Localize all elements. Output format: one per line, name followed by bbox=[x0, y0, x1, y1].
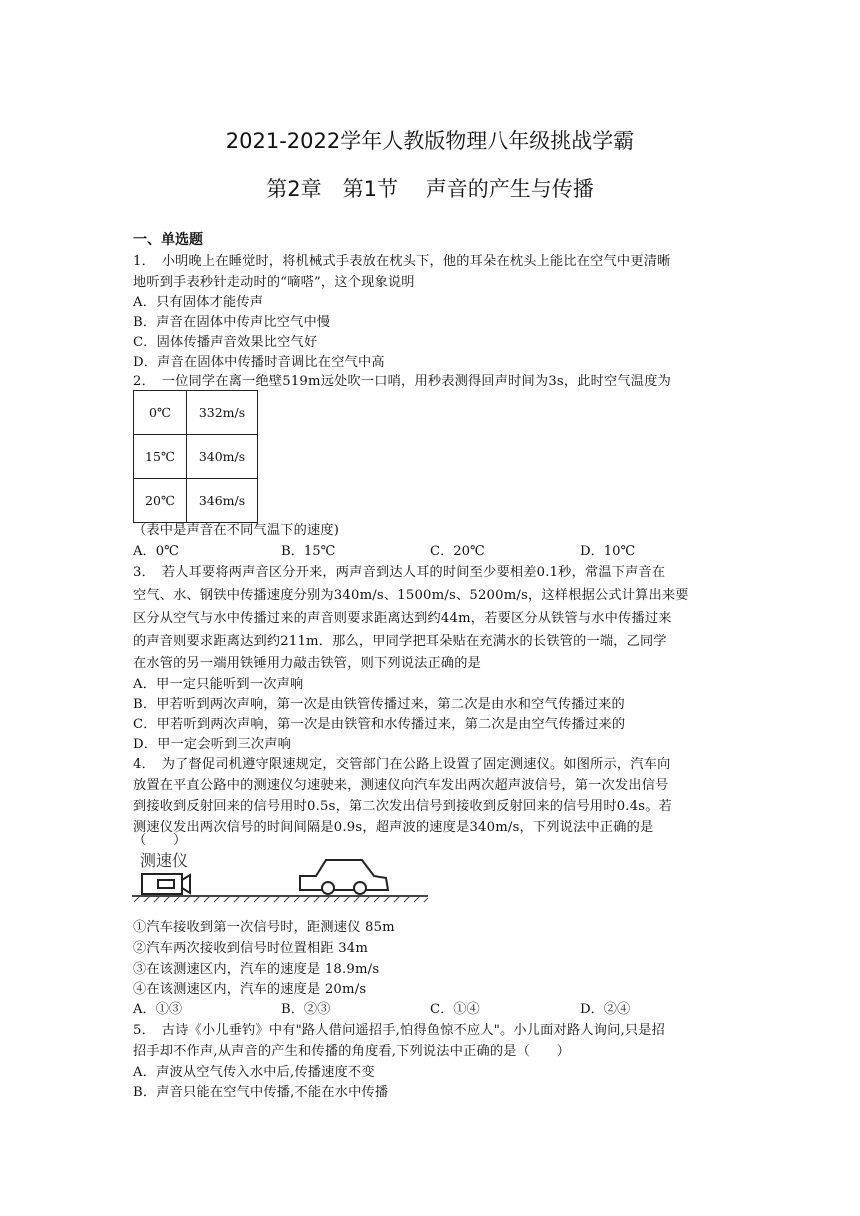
chapter-title: 第2章 第1节 声音的产生与传播 bbox=[266, 177, 594, 201]
car-icon bbox=[300, 860, 388, 894]
document-title: 2021-2022学年人教版物理八年级挑战学霸 bbox=[225, 129, 635, 153]
question-text: 招手却不作声,从声音的产生和传播的角度看,下列说法中正确的是（ ） bbox=[133, 1044, 571, 1059]
option-c: C．固体传播声音效果比空气好 bbox=[133, 335, 318, 350]
section-heading: 一、单选题 bbox=[133, 232, 203, 248]
question-text: 在水管的另一端用铁锤用力敲击铁管，则下列说法正确的是 bbox=[133, 656, 482, 671]
figure-label: 测速仪 bbox=[140, 851, 189, 870]
table-cell-temp: 15℃ bbox=[134, 435, 187, 479]
option-b: B．声音只能在空气中传播,不能在水中传播 bbox=[133, 1085, 389, 1100]
road-ground bbox=[132, 896, 428, 902]
question-text: 到接收到反射回来的信号用时0.5s，第二次发出信号到接收到反射回来的信号用时0.4s。若 bbox=[133, 799, 673, 814]
option-d: D．②④ bbox=[580, 1002, 631, 1017]
table-cell-speed: 340m/s bbox=[187, 435, 258, 479]
statement-3: ③在该测速区内，汽车的速度是 18.9m/s bbox=[133, 962, 380, 977]
speed-camera-icon bbox=[142, 874, 190, 894]
statement-2: ②汽车两次接收到信号时位置相距 34m bbox=[133, 941, 369, 956]
question-text: 区分从空气与水中传播过来的声音则要求距离达到约44m，若要区分从铁管与水中传播过来 bbox=[133, 611, 672, 626]
option-b: B．②③ bbox=[281, 1002, 331, 1017]
table-cell-speed: 332m/s bbox=[187, 391, 258, 435]
question-text: 5． 古诗《小儿垂钓》中有"路人借问遥招手,怕得鱼惊不应人"。小儿面对路人询问,只是招 bbox=[133, 1023, 666, 1038]
option-c: C．20℃ bbox=[430, 544, 485, 559]
option-a: A．甲一定只能听到一次声响 bbox=[133, 677, 304, 692]
speed-camera-figure bbox=[130, 850, 430, 910]
option-c: C．①④ bbox=[430, 1002, 480, 1017]
table-row bbox=[134, 435, 258, 479]
option-a: A．①③ bbox=[133, 1002, 183, 1017]
option-a: A．声波从空气传入水中后,传播速度不变 bbox=[133, 1065, 375, 1080]
table-cell-temp: 0℃ bbox=[134, 391, 187, 435]
question-text: 地听到手表秒针走动时的“嘀嗒”，这个现象说明 bbox=[133, 275, 415, 290]
table-row bbox=[134, 391, 258, 435]
question-text: 1． 小明晚上在睡觉时，将机械式手表放在枕头下，他的耳朵在枕头上能比在空气中更清晰 bbox=[133, 254, 671, 269]
option-b: B．15℃ bbox=[281, 544, 336, 559]
question-text: 3． 若人耳要将两声音区分开来，两声音到达人耳的时间至少要相差0.1秒，常温下声音在 bbox=[133, 565, 666, 580]
table-cell-speed: 346m/s bbox=[187, 479, 258, 523]
option-a: A．0℃ bbox=[133, 544, 179, 559]
table-note: （表中是声音在不同气温下的速度) bbox=[133, 523, 340, 538]
question-text: 空气、水、钢铁中传播速度分别为340m/s、1500m/s、5200m/s，这样根据公式计算出来要 bbox=[133, 588, 689, 603]
option-d: D．声音在固体中传播时音调比在空气中高 bbox=[133, 355, 385, 370]
option-b: B．声音在固体中传声比空气中慢 bbox=[133, 315, 331, 330]
option-d: D．10℃ bbox=[580, 544, 636, 559]
table-cell-temp: 20℃ bbox=[134, 479, 187, 523]
statement-1: ①汽车接收到第一次信号时，距测速仪 85m bbox=[133, 920, 395, 935]
option-b: B．甲若听到两次声响，第一次是由铁管传播过来，第二次是由水和空气传播过来的 bbox=[133, 697, 625, 712]
table-row bbox=[134, 479, 258, 523]
question-text: 2． 一位同学在离一绝壁519m远处吹一口哨，用秒表测得回声时间为3s，此时空气温度为 bbox=[133, 374, 671, 389]
statement-4: ④在该测速区内，汽车的速度是 20m/s bbox=[133, 982, 367, 997]
question-text: 的声音则要求距离达到约211m．那么，甲同学把耳朵贴在充满水的长铁管的一端，乙同学 bbox=[133, 634, 667, 649]
option-a: A．只有固体才能传声 bbox=[133, 295, 264, 310]
option-d: D．甲一定会听到三次声响 bbox=[133, 737, 292, 752]
question-text: 放置在平直公路中的测速仪匀速驶来，测速仪向汽车发出两次超声波信号，第一次发出信号 bbox=[133, 778, 669, 793]
question-text: 测速仪发出两次信号的时间间隔是0.9s，超声波的速度是340m/s，下列说法中正确的是 bbox=[133, 820, 654, 835]
option-c: C．甲若听到两次声响，第一次是由铁管和水传播过来，第二次是由空气传播过来的 bbox=[133, 717, 626, 732]
speed-table bbox=[133, 390, 258, 523]
question-text: 4． 为了督促司机遵守限速规定，交管部门在公路上设置了固定测速仪。如图所示，汽车向 bbox=[133, 757, 671, 772]
answer-blank: （ ） bbox=[133, 833, 187, 848]
